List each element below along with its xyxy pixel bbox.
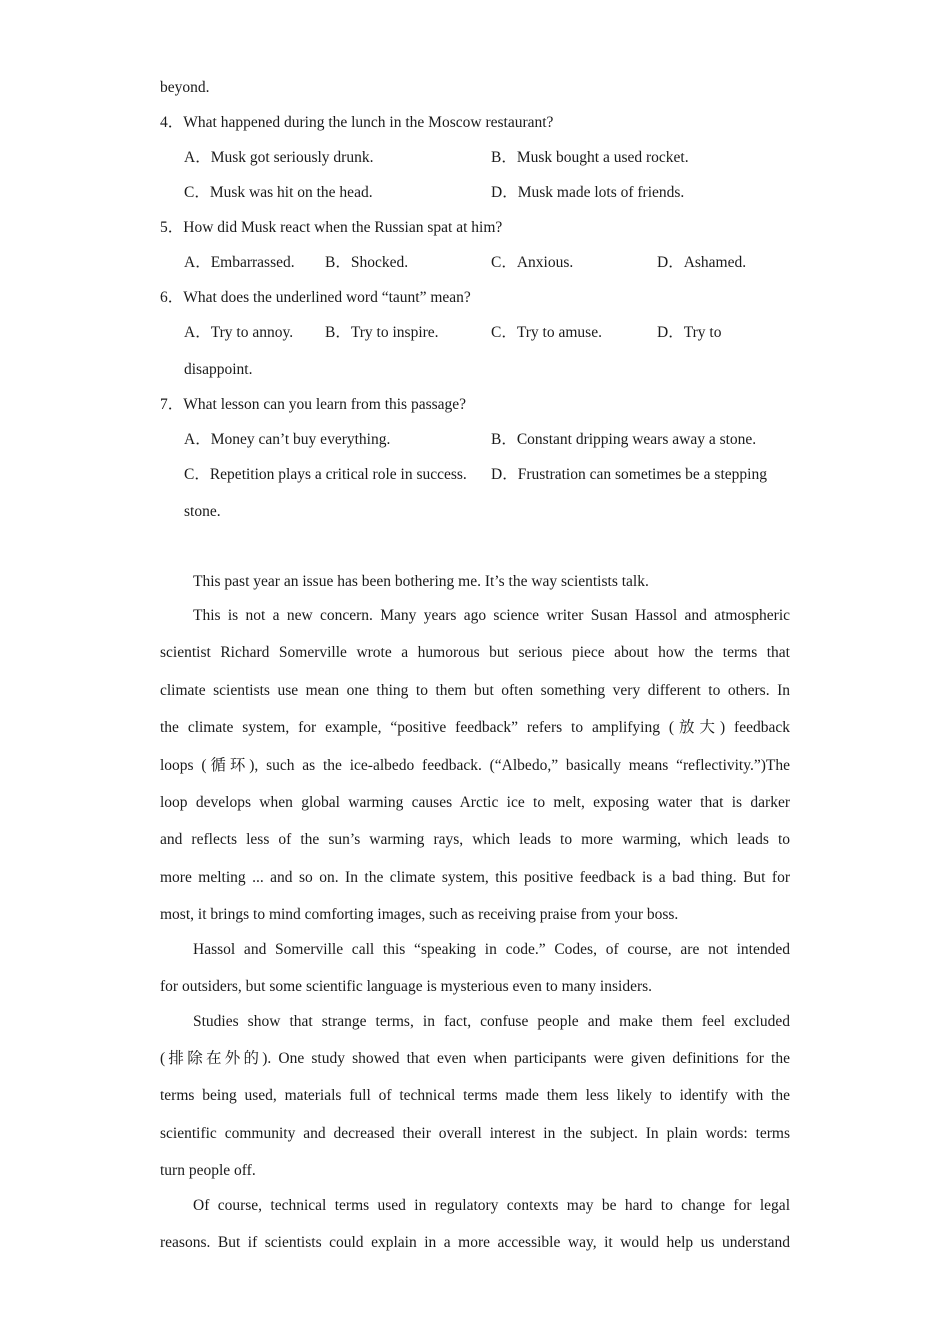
option-text: Anxious. [516,254,574,271]
option-5a[interactable] [184,253,295,273]
question-6 [160,288,471,308]
option-4b[interactable] [491,148,689,168]
option-letter: A． [184,149,211,166]
option-text: Musk bought a used rocket. [516,149,689,166]
passage-paragraph-2-line: scientist Richard Somerville wrote a humorous but serious piece about how the terms that [160,644,790,661]
option-7d[interactable] [491,465,767,485]
passage-paragraph-5-line: reasons. But if scientists could explain in a more accessible way, it would help us understand [160,1234,790,1251]
question-4 [160,113,553,133]
option-4d[interactable] [491,183,684,203]
passage-paragraph-3-line: for outsiders, but some scientific language is mysterious even to many insiders. [160,978,653,995]
question-text: How did Musk react when the Russian spat at him? [183,219,503,236]
option-letter: D． [657,324,684,341]
question-5 [160,218,502,238]
option-text: Repetition plays a critical role in success. [209,466,467,483]
passage-paragraph-4-line: scientific community and decreased their overall interest in the subject. In plain words: terms [160,1125,790,1142]
passage-paragraph-2-line: climate scientists use mean one thing to them but often something very different to others. In [160,682,790,699]
option-text: Try to amuse. [516,324,602,341]
option-7d-wrap: stone. [184,503,221,520]
option-4a[interactable] [184,148,373,168]
option-letter: B． [325,324,351,341]
option-letter: B． [491,431,517,448]
option-text: Shocked. [350,254,409,271]
question-text: What does the underlined word “taunt” mean? [183,289,471,306]
question-number: 4． [160,114,184,131]
question-number: 7． [160,396,184,413]
option-text: Musk made lots of friends. [517,184,685,201]
option-letter: A． [184,324,211,341]
passage-paragraph-2-line: loop develops when global warming causes Arctic ice to melt, exposing water that is darker [160,794,790,811]
option-text: Try to annoy. [210,324,294,341]
option-letter: C． [184,466,210,483]
option-letter: A． [184,254,211,271]
option-text: Constant dripping wears away a stone. [516,431,757,448]
question-number: 5． [160,219,184,236]
option-text: Try to inspire. [350,324,439,341]
option-7c[interactable] [184,465,467,485]
option-7a[interactable] [184,430,390,450]
option-text: Embarrassed. [210,254,295,271]
passage-paragraph-2-line: most, it brings to mind comforting images, such as receiving praise from your boss. [160,906,679,923]
passage-paragraph-3-line: Hassol and Somerville call this “speaking in code.” Codes, of course, are not intended [193,941,790,958]
option-letter: A． [184,431,211,448]
option-6d-wrap: disappoint. [184,361,253,378]
option-7b[interactable] [491,430,756,450]
option-letter: D． [657,254,684,271]
option-letter: C． [491,254,517,271]
question-number: 6． [160,289,184,306]
option-5d[interactable] [657,253,746,273]
option-letter: C． [491,324,517,341]
option-text: Musk got seriously drunk. [210,149,374,166]
option-text: Money can’t buy everything. [210,431,391,448]
option-6a[interactable] [184,323,293,343]
option-6b[interactable] [325,323,439,343]
passage-paragraph-2-line: This is not a new concern. Many years ago science writer Susan Hassol and atmospheric [193,607,790,624]
passage-paragraph-4-line: Studies show that strange terms, in fact, confuse people and make them feel excluded [193,1013,790,1030]
option-5b[interactable] [325,253,408,273]
question-text: What happened during the lunch in the Moscow restaurant? [183,114,554,131]
option-6d[interactable] [657,323,721,343]
option-text: Musk was hit on the head. [209,184,373,201]
option-text: Ashamed. [683,254,747,271]
option-6c[interactable] [491,323,602,343]
question-7 [160,395,466,415]
option-letter: B． [491,149,517,166]
passage-paragraph-5-line: Of course, technical terms used in regulatory contexts may be hard to change for legal [193,1197,790,1214]
passage-paragraph-4-line: (排除在外的). One study showed that even when participants were given definitions for the [160,1050,790,1067]
option-text: Try to [683,324,722,341]
option-letter: B． [325,254,351,271]
continuation-text: beyond. [160,79,210,96]
option-letter: C． [184,184,210,201]
option-text: Frustration can sometimes be a stepping [517,466,767,483]
passage-paragraph-2-line: and reflects less of the sun’s warming rays, which leads to more warming, which leads to [160,831,790,848]
option-4c[interactable] [184,183,373,203]
option-letter: D． [491,184,518,201]
option-letter: D． [491,466,518,483]
passage-paragraph-1: This past year an issue has been bothering me. It’s the way scientists talk. [193,573,649,590]
passage-paragraph-2-line: the climate system, for example, “positive feedback” refers to amplifying (放大) feedback [160,719,790,736]
option-5c[interactable] [491,253,573,273]
passage-paragraph-4-line: turn people off. [160,1162,256,1179]
passage-paragraph-2-line: loops (循环), such as the ice-albedo feedback. (“Albedo,” basically means “reflectivity.”)The [160,757,790,774]
passage-paragraph-2-line: more melting ... and so on. In the climate system, this positive feedback is a bad thing. But for [160,869,790,886]
passage-paragraph-4-line: terms being used, materials full of technical terms made them less likely to identify with the [160,1087,790,1104]
question-text: What lesson can you learn from this passage? [183,396,467,413]
